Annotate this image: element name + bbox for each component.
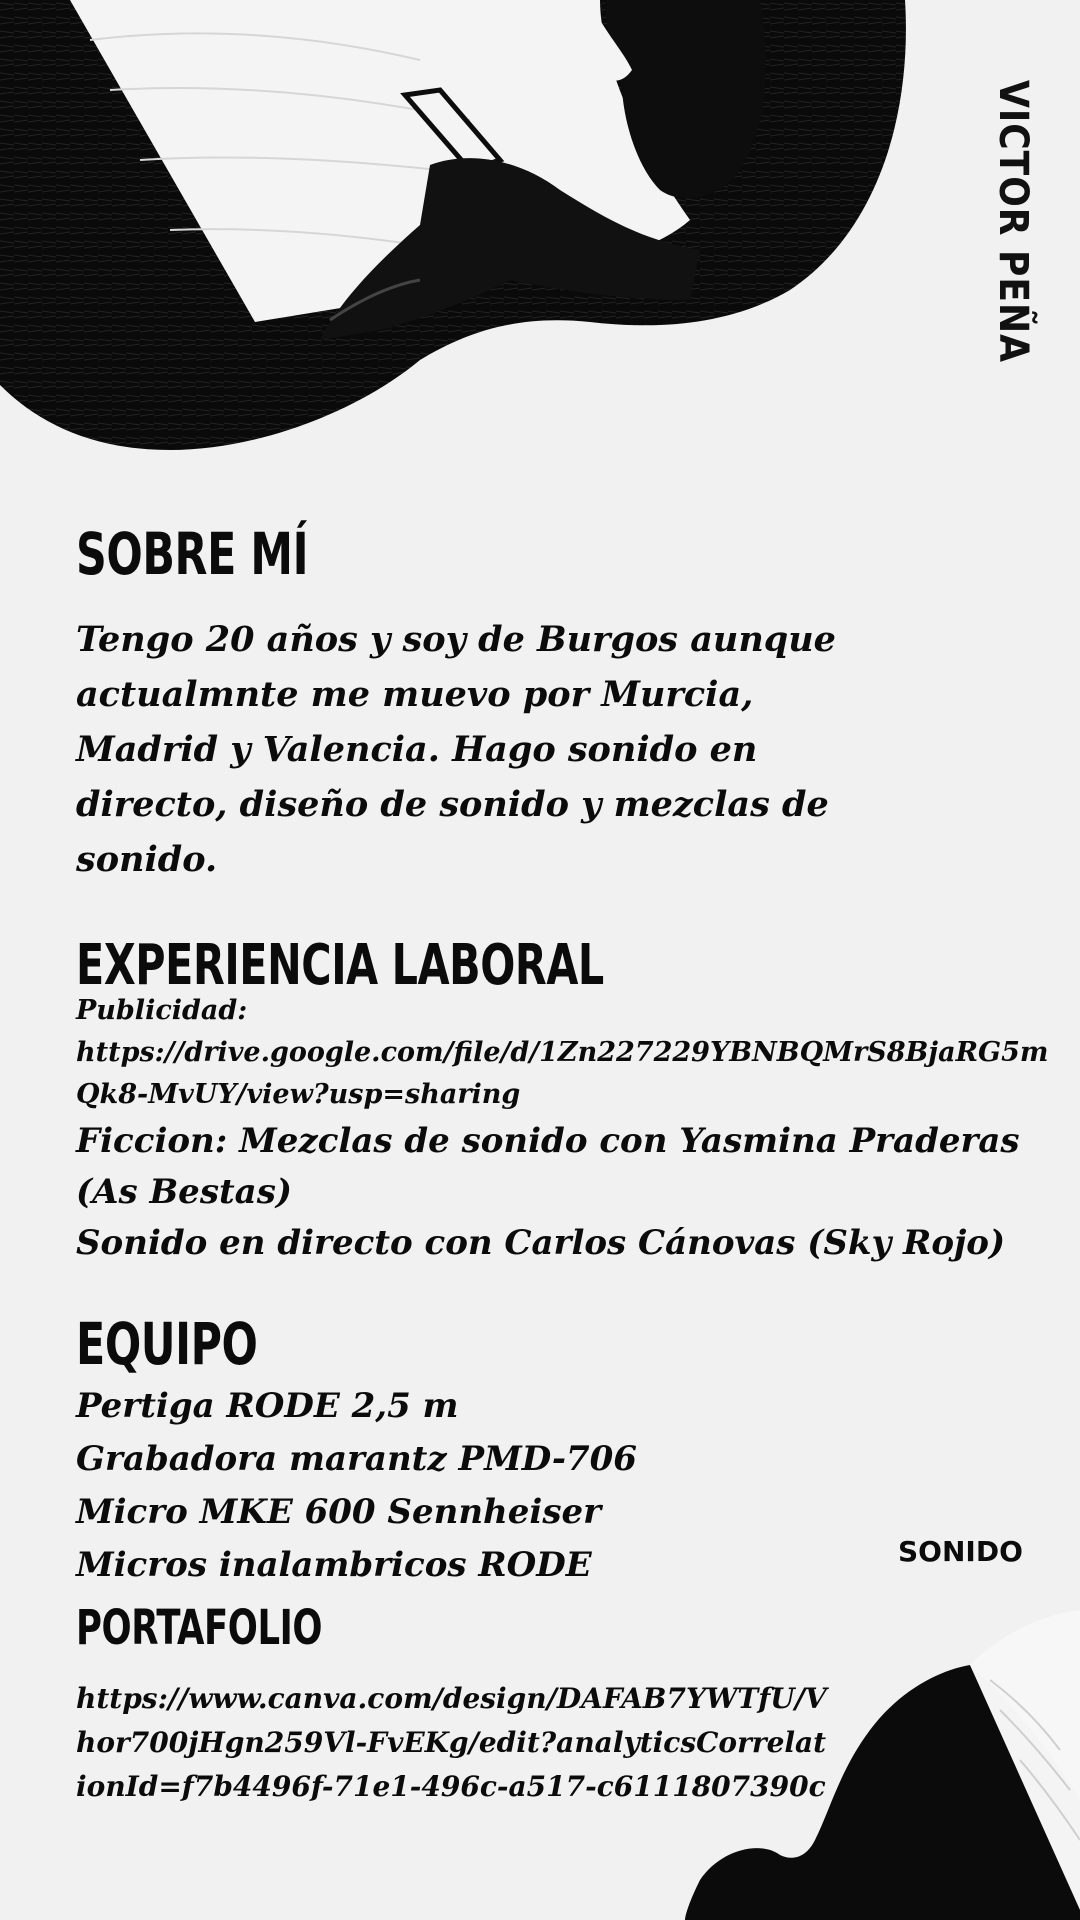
about-text: Tengo 20 años y soy de Burgos aunque actualmnte me muevo por Murcia, Madrid y Valencia. Hago sonido en directo, diseño de sonido y mezclas de sonido. [76,619,836,880]
experience-heading: EXPERIENCIA LABORAL [76,933,604,998]
experience-publicidad-link[interactable]: https://drive.google.com/file/d/1Zn227229YBNBQMrS8BjaRG5mQk8-MvUY/view?usp=sharing [76,1037,1049,1110]
experience-publicidad-label: Publicidad: [76,995,248,1026]
vertical-name: VICTOR PEÑA [990,80,1036,363]
footer-decoration [640,1610,1080,1920]
portfolio-heading: PORTAFOLIO [76,1600,323,1656]
equipment-item: Micro MKE 600 Sennheiser [76,1492,602,1532]
header-photo [0,0,910,460]
equipment-heading: EQUIPO [76,1310,258,1378]
experience-directo: Sonido en directo con Carlos Cánovas (Sky Rojo) [76,1223,1006,1263]
about-heading: SOBRE MÍ [76,520,309,588]
sonido-label: SONIDO [898,1535,1023,1568]
portfolio-link[interactable]: https://www.canva.com/design/DAFAB7YWTfU/Vhor700jHgn259Vl-FvEKg/edit?analyticsCorrelationId=f7b4496f-71e1-496c-a517-c6111807390c [76,1682,827,1803]
experience-ficcion: Ficcion: Mezclas de sonido con Yasmina Praderas (As Bestas) [76,1121,1020,1212]
equipment-item: Pertiga RODE 2,5 m [76,1386,459,1426]
equipment-item: Micros inalambricos RODE [76,1545,592,1585]
equipment-item: Grabadora marantz PMD-706 [76,1439,637,1479]
experience-list [76,990,1066,1269]
equipment-list [76,1380,637,1592]
